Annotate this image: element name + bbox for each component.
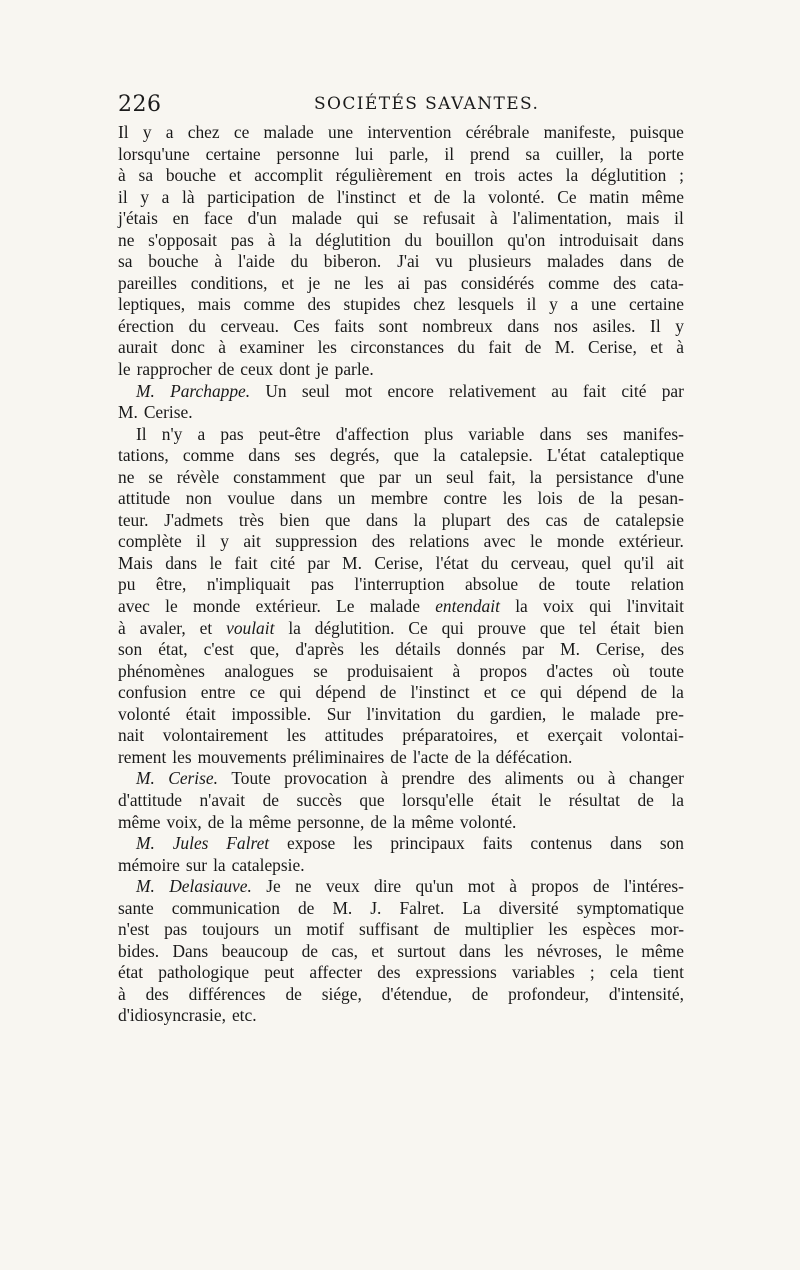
text-line: ne se révèle constamment que par un seul fait, la persistance d'une xyxy=(118,466,684,487)
text-line: son état, c'est que, d'après les détails donnés par M. Cerise, des xyxy=(118,639,684,660)
text-line: sante communication de M. J. Falret. La diversité symptomatique xyxy=(118,897,684,918)
text-line: d'idiosyncrasie, etc. xyxy=(118,1005,257,1026)
text-line: M. Parchappe. Un seul mot encore relativement au fait cité par xyxy=(136,380,684,401)
text-line: M. Delasiauve. Je ne veux dire qu'un mot à propos de l'intéres- xyxy=(136,876,684,897)
text-line: état pathologique peut affecter des expressions variables ; cela tient xyxy=(118,962,684,983)
text-line: tations, comme dans ses degrés, que la catalepsie. L'état cataleptique xyxy=(118,445,684,466)
text-line: le rapprocher de ceux dont je parle. xyxy=(118,359,374,380)
text-line: volonté était impossible. Sur l'invitation du gardien, le malade pre- xyxy=(118,703,684,724)
text-line: confusion entre ce qui dépend de l'instinct et ce qui dépend de la xyxy=(118,682,684,703)
text-line: pareilles conditions, et je ne les ai pas considérés comme des cata- xyxy=(118,272,684,293)
text-line: Il y a chez ce malade une intervention cérébrale manifeste, puisque xyxy=(118,122,684,142)
text-line: M. Cerise. xyxy=(118,402,193,423)
text-line: à sa bouche et accomplit régulièrement en trois actes la déglutition ; xyxy=(118,165,684,186)
text-line: lorsqu'une certaine personne lui parle, il prend sa cuiller, la porte xyxy=(118,143,684,164)
page-number: 226 xyxy=(118,92,162,117)
text-line: avec le monde extérieur. Le malade entendait la voix qui l'invitait xyxy=(118,596,684,617)
text-line: n'est pas toujours un motif suffisant de multiplier les espèces mor- xyxy=(118,919,684,940)
text-line: nait volontairement les attitudes préparatoires, et exerçait volontai- xyxy=(118,725,684,746)
text-line: M. Jules Falret expose les principaux faits contenus dans son xyxy=(136,833,684,854)
text-line: aurait donc à examiner les circonstances du fait de M. Cerise, et à xyxy=(118,337,684,358)
text-line: à avaler, et voulait la déglutition. Ce qui prouve que tel était bien xyxy=(118,617,684,638)
text-line: d'attitude n'avait de succès que lorsqu'elle était le résultat de la xyxy=(118,789,684,810)
text-line: complète il y ait suppression des relations avec le monde extérieur. xyxy=(118,531,684,552)
text-line: à des différences de siége, d'étendue, de profondeur, d'intensité, xyxy=(118,983,684,1004)
text-line: pu être, n'impliquait pas l'interruption absolue de toute relation xyxy=(118,574,684,595)
text-line: érection du cerveau. Ces faits sont nombreux dans nos asiles. Il y xyxy=(118,315,684,336)
text-line: Il n'y a pas peut-être d'affection plus variable dans ses manifes- xyxy=(136,423,684,444)
text-line: rement les mouvements préliminaires de l'acte de la défécation. xyxy=(118,746,573,767)
text-line: il y a là participation de l'instinct et de la volonté. Ce matin même xyxy=(118,186,684,207)
text-line: leptiques, mais comme des stupides chez lesquels il y a une certaine xyxy=(118,294,684,315)
text-line: bides. Dans beaucoup de cas, et surtout dans les névroses, le même xyxy=(118,940,684,961)
text-line: M. Cerise. Toute provocation à prendre des aliments ou à changer xyxy=(136,768,684,789)
text-line: ne s'opposait pas à la déglutition du bouillon qu'on introduisait dans xyxy=(118,229,684,250)
text-line: phénomènes analogues se produisaient à propos d'actes où toute xyxy=(118,660,684,681)
body-text xyxy=(118,122,684,1027)
text-line: attitude non voulue dans un membre contre les lois de la pesan- xyxy=(118,488,684,509)
page-header xyxy=(118,92,684,122)
running-head: SOCIÉTÉS SAVANTES. xyxy=(314,94,540,114)
text-line: mémoire sur la catalepsie. xyxy=(118,854,305,875)
text-line: sa bouche à l'aide du biberon. J'ai vu plusieurs malades dans de xyxy=(118,251,684,272)
text-line: j'étais en face d'un malade qui se refusait à l'alimentation, mais il xyxy=(118,208,684,229)
text-line: même voix, de la même personne, de la même volonté. xyxy=(118,811,517,832)
text-line: teur. J'admets très bien que dans la plupart des cas de catalepsie xyxy=(118,509,684,530)
text-line: Mais dans le fait cité par M. Cerise, l'état du cerveau, quel qu'il ait xyxy=(118,552,684,573)
